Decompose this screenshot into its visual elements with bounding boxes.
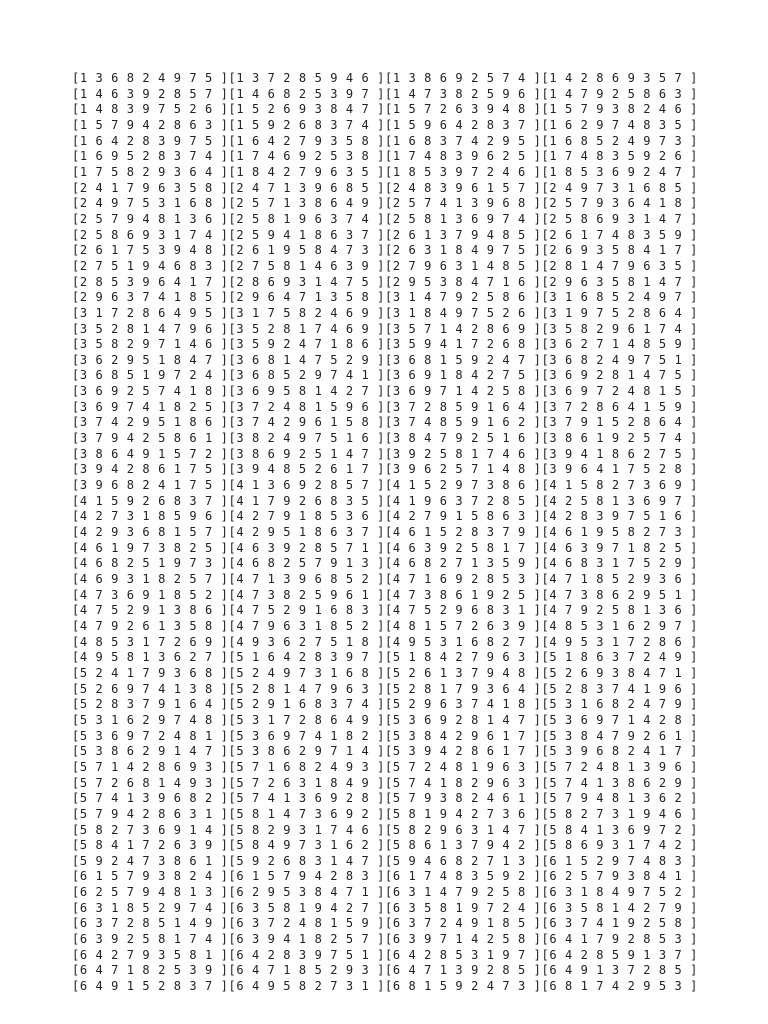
permutation-cell: [5 1 6 4 2 8 3 9 7 ] bbox=[228, 650, 385, 665]
permutation-cell: [5 2 4 1 7 9 3 6 8 ] bbox=[72, 665, 229, 680]
permutation-cell: [1 4 7 9 2 5 8 6 3 ] bbox=[541, 86, 698, 101]
permutation-cell: [5 1 8 4 2 7 9 6 3 ] bbox=[385, 650, 542, 665]
permutation-cell: [5 7 9 4 2 8 6 3 1 ] bbox=[72, 806, 229, 821]
permutation-cell: [5 7 1 4 2 8 6 9 3 ] bbox=[72, 759, 229, 774]
permutation-cell: [4 7 9 2 5 8 1 3 6 ] bbox=[541, 603, 698, 618]
permutation-cell: [2 4 9 7 3 1 6 8 5 ] bbox=[541, 180, 698, 195]
permutation-cell: [5 2 4 9 7 3 1 6 8 ] bbox=[228, 665, 385, 680]
permutation-cell: [1 3 6 8 2 4 9 7 5 ] bbox=[72, 71, 229, 85]
permutation-cell: [6 3 5 8 1 9 4 2 7 ] bbox=[228, 900, 385, 915]
permutation-cell: [6 4 1 7 9 2 8 5 3 ] bbox=[541, 932, 698, 947]
permutation-cell: [3 9 6 2 5 7 1 4 8 ] bbox=[385, 462, 542, 477]
permutation-cell: [1 4 2 8 6 9 3 5 7 ] bbox=[541, 71, 698, 85]
permutation-cell: [4 7 3 8 6 1 9 2 5 ] bbox=[385, 587, 542, 602]
permutation-cell: [2 6 1 9 5 8 4 7 3 ] bbox=[228, 243, 385, 258]
permutation-cell: [3 7 9 4 2 5 8 6 1 ] bbox=[72, 431, 229, 446]
permutation-cell: [4 7 9 6 3 1 8 5 2 ] bbox=[228, 618, 385, 633]
permutation-cell: [3 6 8 2 4 9 7 5 1 ] bbox=[541, 352, 698, 367]
permutation-cell: [3 6 9 7 4 1 8 2 5 ] bbox=[72, 399, 229, 414]
permutation-cell: [5 8 2 9 6 3 1 4 7 ] bbox=[385, 822, 542, 837]
permutation-cell: [5 2 8 1 4 7 9 6 3 ] bbox=[228, 681, 385, 696]
permutation-cell: [4 6 8 3 1 7 5 2 9 ] bbox=[541, 556, 698, 571]
permutation-cell: [5 2 8 3 7 4 1 9 6 ] bbox=[541, 681, 698, 696]
permutation-cell: [4 1 7 9 2 6 8 3 5 ] bbox=[228, 493, 385, 508]
permutation-cell: [4 6 8 2 5 7 9 1 3 ] bbox=[228, 556, 385, 571]
permutation-cell: [6 3 7 4 1 9 2 5 8 ] bbox=[541, 916, 698, 931]
permutation-cell: [3 1 8 4 9 7 5 2 6 ] bbox=[385, 305, 542, 320]
permutation-cell: [2 5 7 1 3 8 6 4 9 ] bbox=[228, 196, 385, 211]
permutation-cell: [1 5 7 2 6 3 9 4 8 ] bbox=[385, 102, 542, 117]
permutation-cell: [4 2 9 5 1 8 6 3 7 ] bbox=[228, 525, 385, 540]
permutation-cell: [6 2 9 5 3 8 4 7 1 ] bbox=[228, 885, 385, 900]
permutation-cell: [6 4 7 1 8 2 5 3 9 ] bbox=[72, 963, 229, 978]
permutation-cell: [2 7 5 8 1 4 6 3 9 ] bbox=[228, 258, 385, 273]
permutation-cell: [4 6 3 9 2 5 8 1 7 ] bbox=[385, 540, 542, 555]
permutation-cell: [4 7 5 2 9 1 3 8 6 ] bbox=[72, 603, 229, 618]
permutation-cell: [3 6 9 7 2 4 8 1 5 ] bbox=[541, 384, 698, 399]
permutation-cell: [1 6 4 2 8 3 9 7 5 ] bbox=[72, 133, 229, 148]
permutation-cell: [6 3 9 7 1 4 2 5 8 ] bbox=[385, 932, 542, 947]
permutation-cell: [1 5 2 6 9 3 8 4 7 ] bbox=[228, 102, 385, 117]
permutation-cell: [3 7 2 8 5 9 1 6 4 ] bbox=[385, 399, 542, 414]
permutation-cell: [2 4 8 3 9 6 1 5 7 ] bbox=[385, 180, 542, 195]
permutation-cell: [1 4 6 8 2 5 3 9 7 ] bbox=[228, 86, 385, 101]
permutation-cell: [3 6 8 5 1 9 7 2 4 ] bbox=[72, 368, 229, 383]
permutation-cell: [5 8 6 9 3 1 7 4 2 ] bbox=[541, 838, 698, 853]
permutation-cell: [3 6 9 5 8 1 4 2 7 ] bbox=[228, 384, 385, 399]
permutation-cell: [3 8 6 9 2 5 1 4 7 ] bbox=[228, 446, 385, 461]
permutation-cell: [3 9 6 4 1 7 5 2 8 ] bbox=[541, 462, 698, 477]
permutation-cell: [1 6 8 5 2 4 9 7 3 ] bbox=[541, 133, 698, 148]
permutation-cell: [5 3 8 6 2 9 7 1 4 ] bbox=[228, 744, 385, 759]
permutation-cell: [5 7 9 3 8 2 4 6 1 ] bbox=[385, 791, 542, 806]
permutation-cell: [2 7 5 1 9 4 6 8 3 ] bbox=[72, 258, 229, 273]
permutation-cell: [6 3 7 2 4 9 1 8 5 ] bbox=[385, 916, 542, 931]
permutation-cell: [3 8 4 7 9 2 5 1 6 ] bbox=[385, 431, 542, 446]
permutation-cell: [5 7 9 4 8 1 3 6 2 ] bbox=[541, 791, 698, 806]
permutation-cell: [4 1 3 6 9 2 8 5 7 ] bbox=[228, 478, 385, 493]
permutation-cell: [3 1 7 2 8 6 4 9 5 ] bbox=[72, 305, 229, 320]
permutation-cell: [1 7 4 8 3 5 9 2 6 ] bbox=[541, 149, 698, 164]
permutation-cell: [5 7 4 1 3 8 6 2 9 ] bbox=[541, 775, 698, 790]
permutation-cell: [1 5 9 2 6 8 3 7 4 ] bbox=[228, 117, 385, 132]
permutation-cell: [5 7 4 1 3 6 9 2 8 ] bbox=[228, 791, 385, 806]
permutation-cell: [4 8 5 3 1 7 2 6 9 ] bbox=[72, 634, 229, 649]
permutation-cell: [3 5 2 8 1 4 7 9 6 ] bbox=[72, 321, 229, 336]
permutation-cell: [3 9 2 5 8 1 7 4 6 ] bbox=[385, 446, 542, 461]
permutation-cell: [3 9 4 1 8 6 2 7 5 ] bbox=[541, 446, 698, 461]
permutation-cell: [6 1 7 4 8 3 5 9 2 ] bbox=[385, 869, 542, 884]
permutation-cell: [1 7 5 8 2 9 3 6 4 ] bbox=[72, 164, 229, 179]
permutation-cell: [1 8 4 2 7 9 6 3 5 ] bbox=[228, 164, 385, 179]
permutation-cell: [5 7 2 4 8 1 9 6 3 ] bbox=[385, 759, 542, 774]
permutation-cell: [5 8 4 9 7 3 1 6 2 ] bbox=[228, 838, 385, 853]
permutation-cell: [3 7 2 4 8 1 5 9 6 ] bbox=[228, 399, 385, 414]
permutation-cell: [1 5 7 9 3 8 2 4 6 ] bbox=[541, 102, 698, 117]
permutation-cell: [5 7 2 6 8 1 4 9 3 ] bbox=[72, 775, 229, 790]
permutation-cell: [6 4 9 1 3 7 2 8 5 ] bbox=[541, 963, 698, 978]
permutation-cell: [4 6 1 5 2 8 3 7 9 ] bbox=[385, 525, 542, 540]
permutation-cell: [5 7 4 1 8 2 9 6 3 ] bbox=[385, 775, 542, 790]
permutation-cell: [3 6 9 1 8 4 2 7 5 ] bbox=[385, 368, 542, 383]
permutation-cell: [5 8 2 9 3 1 7 4 6 ] bbox=[228, 822, 385, 837]
permutation-cell: [3 7 4 2 9 6 1 5 8 ] bbox=[228, 415, 385, 430]
permutation-cell: [6 3 7 2 8 5 1 4 9 ] bbox=[72, 916, 229, 931]
permutation-cell: [2 9 6 3 5 8 1 4 7 ] bbox=[541, 274, 698, 289]
permutation-cell: [1 6 8 3 7 4 2 9 5 ] bbox=[385, 133, 542, 148]
permutation-cell: [5 3 6 9 7 1 4 2 8 ] bbox=[541, 712, 698, 727]
permutation-cell: [4 7 1 8 5 2 9 3 6 ] bbox=[541, 572, 698, 586]
permutation-cell: [4 7 5 2 9 1 6 8 3 ] bbox=[228, 603, 385, 618]
permutation-cell: [2 4 7 1 3 9 6 8 5 ] bbox=[228, 180, 385, 195]
permutation-cell: [4 7 5 2 9 6 8 3 1 ] bbox=[385, 603, 542, 618]
permutation-cell: [5 8 2 7 3 6 9 1 4 ] bbox=[72, 822, 229, 837]
permutation-cell: [1 7 4 8 3 9 6 2 5 ] bbox=[385, 149, 542, 164]
permutation-cell: [1 5 9 6 4 2 8 3 7 ] bbox=[385, 117, 542, 132]
permutation-cell: [2 6 1 7 5 3 9 4 8 ] bbox=[72, 243, 229, 258]
permutation-cell: [5 7 1 6 8 2 4 9 3 ] bbox=[228, 759, 385, 774]
permutation-cell: [6 4 2 8 5 9 1 3 7 ] bbox=[541, 947, 698, 962]
permutation-cell: [2 9 6 4 7 1 3 5 8 ] bbox=[228, 290, 385, 305]
permutation-cell: [3 6 8 1 4 7 5 2 9 ] bbox=[228, 352, 385, 367]
permutation-cell: [1 8 5 3 6 9 2 4 7 ] bbox=[541, 164, 698, 179]
permutation-cell: [2 7 9 6 3 1 4 8 5 ] bbox=[385, 258, 542, 273]
permutation-cell: [5 8 4 1 3 6 9 7 2 ] bbox=[541, 822, 698, 837]
permutation-cell: [6 3 7 2 4 8 1 5 9 ] bbox=[228, 916, 385, 931]
permutation-cell: [1 8 5 3 9 7 2 4 6 ] bbox=[385, 164, 542, 179]
permutation-cell: [3 5 2 8 1 7 4 6 9 ] bbox=[228, 321, 385, 336]
permutation-cell: [3 5 7 1 4 2 8 6 9 ] bbox=[385, 321, 542, 336]
permutation-cell: [3 5 9 4 1 7 2 6 8 ] bbox=[385, 337, 542, 352]
permutation-cell: [6 3 1 8 4 9 7 5 2 ] bbox=[541, 885, 698, 900]
permutation-cell: [2 5 9 4 1 8 6 3 7 ] bbox=[228, 227, 385, 242]
permutation-cell: [5 8 1 4 7 3 6 9 2 ] bbox=[228, 806, 385, 821]
permutation-cell: [5 8 2 7 3 1 9 4 6 ] bbox=[541, 806, 698, 821]
permutation-cell: [3 6 8 5 2 9 7 4 1 ] bbox=[228, 368, 385, 383]
permutation-sheet bbox=[72, 71, 702, 995]
permutation-cell: [4 7 1 6 9 2 8 5 3 ] bbox=[385, 572, 542, 586]
permutation-cell: [4 1 5 8 2 7 3 6 9 ] bbox=[541, 478, 698, 493]
permutation-cell: [5 3 6 9 2 8 1 4 7 ] bbox=[385, 712, 542, 727]
permutation-cell: [5 2 8 1 7 9 3 6 4 ] bbox=[385, 681, 542, 696]
permutation-cell: [5 2 9 1 6 8 3 7 4 ] bbox=[228, 697, 385, 712]
permutation-cell: [5 3 9 4 2 8 6 1 7 ] bbox=[385, 744, 542, 759]
permutation-cell: [4 6 8 2 5 1 9 7 3 ] bbox=[72, 556, 229, 571]
permutation-cell: [5 3 8 6 2 9 1 4 7 ] bbox=[72, 744, 229, 759]
permutation-cell: [5 2 8 3 7 9 1 6 4 ] bbox=[72, 697, 229, 712]
permutation-cell: [3 7 2 8 6 4 1 5 9 ] bbox=[541, 399, 698, 414]
permutation-cell: [2 4 9 7 5 3 1 6 8 ] bbox=[72, 196, 229, 211]
permutation-cell: [2 5 7 9 3 6 4 1 8 ] bbox=[541, 196, 698, 211]
permutation-cell: [6 3 5 8 1 4 2 7 9 ] bbox=[541, 900, 698, 915]
permutation-cell: [3 8 6 4 9 1 5 7 2 ] bbox=[72, 446, 229, 461]
permutation-cell: [4 9 5 3 1 6 8 2 7 ] bbox=[385, 634, 542, 649]
permutation-cell: [6 4 2 7 9 3 5 8 1 ] bbox=[72, 947, 229, 962]
permutation-cell: [1 4 7 3 8 2 5 9 6 ] bbox=[385, 86, 542, 101]
permutation-cell: [5 2 6 9 7 4 1 3 8 ] bbox=[72, 681, 229, 696]
permutation-cell: [4 6 1 9 7 3 8 2 5 ] bbox=[72, 540, 229, 555]
permutation-cell: [6 1 5 7 9 3 8 2 4 ] bbox=[72, 869, 229, 884]
permutation-cell: [5 8 1 9 4 2 7 3 6 ] bbox=[385, 806, 542, 821]
permutation-cell: [4 2 7 9 1 5 8 6 3 ] bbox=[385, 509, 542, 524]
permutation-cell: [3 9 4 8 5 2 6 1 7 ] bbox=[228, 462, 385, 477]
permutation-cell: [5 9 2 4 7 3 8 6 1 ] bbox=[72, 853, 229, 868]
permutation-cell: [2 5 7 4 1 3 9 6 8 ] bbox=[385, 196, 542, 211]
permutation-cell: [1 5 7 9 4 2 8 6 3 ] bbox=[72, 117, 229, 132]
permutation-cell: [5 7 2 4 8 1 3 9 6 ] bbox=[541, 759, 698, 774]
permutation-cell: [1 6 9 5 2 8 3 7 4 ] bbox=[72, 149, 229, 164]
permutation-cell: [2 6 1 7 4 8 3 5 9 ] bbox=[541, 227, 698, 242]
permutation-cell: [6 1 5 2 9 7 4 8 3 ] bbox=[541, 853, 698, 868]
permutation-cell: [3 5 8 2 9 7 1 4 6 ] bbox=[72, 337, 229, 352]
permutation-cell: [4 7 3 6 9 1 8 5 2 ] bbox=[72, 587, 229, 602]
permutation-cell: [2 4 1 7 9 6 3 5 8 ] bbox=[72, 180, 229, 195]
permutation-cell: [2 5 7 9 4 8 1 3 6 ] bbox=[72, 211, 229, 226]
permutation-cell: [2 9 6 3 7 4 1 8 5 ] bbox=[72, 290, 229, 305]
permutation-cell: [3 6 9 7 1 4 2 5 8 ] bbox=[385, 384, 542, 399]
permutation-cell: [4 7 3 8 2 5 9 6 1 ] bbox=[228, 587, 385, 602]
permutation-cell: [2 6 3 1 8 4 9 7 5 ] bbox=[385, 243, 542, 258]
permutation-cell: [3 6 9 2 8 1 4 7 5 ] bbox=[541, 368, 698, 383]
permutation-cell: [3 8 6 1 9 2 5 7 4 ] bbox=[541, 431, 698, 446]
permutation-cell: [6 2 5 7 9 4 8 1 3 ] bbox=[72, 885, 229, 900]
permutation-cell: [5 9 4 6 8 2 7 1 3 ] bbox=[385, 853, 542, 868]
permutation-grid bbox=[72, 71, 698, 995]
permutation-cell: [3 9 6 8 2 4 1 7 5 ] bbox=[72, 478, 229, 493]
permutation-cell: [5 9 2 6 8 3 1 4 7 ] bbox=[228, 853, 385, 868]
permutation-cell: [6 8 1 5 9 2 4 7 3 ] bbox=[385, 979, 542, 994]
permutation-cell: [4 6 8 2 7 1 3 5 9 ] bbox=[385, 556, 542, 571]
permutation-cell: [3 5 8 2 9 6 1 7 4 ] bbox=[541, 321, 698, 336]
permutation-cell: [5 7 4 1 3 9 6 8 2 ] bbox=[72, 791, 229, 806]
permutation-cell: [3 6 2 9 5 1 8 4 7 ] bbox=[72, 352, 229, 367]
permutation-cell: [4 8 5 3 1 6 2 9 7 ] bbox=[541, 618, 698, 633]
permutation-cell: [4 9 5 8 1 3 6 2 7 ] bbox=[72, 650, 229, 665]
permutation-cell: [6 2 5 7 9 3 8 4 1 ] bbox=[541, 869, 698, 884]
permutation-cell: [3 8 2 4 9 7 5 1 6 ] bbox=[228, 431, 385, 446]
permutation-cell: [5 2 6 1 3 7 9 4 8 ] bbox=[385, 665, 542, 680]
permutation-cell: [5 3 9 6 8 2 4 1 7 ] bbox=[541, 744, 698, 759]
permutation-cell: [5 3 6 9 7 4 1 8 2 ] bbox=[228, 728, 385, 743]
permutation-cell: [5 2 6 9 3 8 4 7 1 ] bbox=[541, 665, 698, 680]
permutation-cell: [6 3 9 2 5 8 1 7 4 ] bbox=[72, 932, 229, 947]
permutation-cell: [5 3 1 6 2 9 7 4 8 ] bbox=[72, 712, 229, 727]
permutation-cell: [4 9 3 6 2 7 5 1 8 ] bbox=[228, 634, 385, 649]
permutation-cell: [4 6 9 3 1 8 2 5 7 ] bbox=[72, 572, 229, 586]
permutation-cell: [2 9 5 3 8 4 7 1 6 ] bbox=[385, 274, 542, 289]
permutation-cell: [6 4 9 5 8 2 7 3 1 ] bbox=[228, 979, 385, 994]
permutation-cell: [1 7 4 6 9 2 5 3 8 ] bbox=[228, 149, 385, 164]
permutation-cell: [1 6 2 9 7 4 8 3 5 ] bbox=[541, 117, 698, 132]
permutation-cell: [6 4 9 1 5 2 8 3 7 ] bbox=[72, 979, 229, 994]
permutation-cell: [2 5 8 1 9 6 3 7 4 ] bbox=[228, 211, 385, 226]
permutation-cell: [4 2 7 3 1 8 5 9 6 ] bbox=[72, 509, 229, 524]
permutation-cell: [1 4 8 3 9 7 5 2 6 ] bbox=[72, 102, 229, 117]
permutation-cell: [5 8 6 1 3 7 9 4 2 ] bbox=[385, 838, 542, 853]
permutation-cell: [1 3 8 6 9 2 5 7 4 ] bbox=[385, 71, 542, 85]
permutation-cell: [5 7 2 6 3 1 8 4 9 ] bbox=[228, 775, 385, 790]
permutation-cell: [2 6 1 3 7 9 4 8 5 ] bbox=[385, 227, 542, 242]
permutation-cell: [6 3 9 4 1 8 2 5 7 ] bbox=[228, 932, 385, 947]
permutation-cell: [1 3 7 2 8 5 9 4 6 ] bbox=[228, 71, 385, 85]
permutation-cell: [4 1 9 6 3 7 2 8 5 ] bbox=[385, 493, 542, 508]
permutation-cell: [3 1 4 7 9 2 5 8 6 ] bbox=[385, 290, 542, 305]
permutation-cell: [5 3 8 4 2 9 6 1 7 ] bbox=[385, 728, 542, 743]
permutation-cell: [4 1 5 2 9 7 3 8 6 ] bbox=[385, 478, 542, 493]
permutation-cell: [3 9 4 2 8 6 1 7 5 ] bbox=[72, 462, 229, 477]
permutation-cell: [4 2 8 3 9 7 5 1 6 ] bbox=[541, 509, 698, 524]
permutation-cell: [4 6 3 9 7 1 8 2 5 ] bbox=[541, 540, 698, 555]
permutation-cell: [5 3 6 9 7 2 4 8 1 ] bbox=[72, 728, 229, 743]
permutation-cell: [4 7 9 2 6 1 3 5 8 ] bbox=[72, 618, 229, 633]
permutation-cell: [2 8 6 9 3 1 4 7 5 ] bbox=[228, 274, 385, 289]
permutation-cell: [2 5 8 1 3 6 9 7 4 ] bbox=[385, 211, 542, 226]
permutation-cell: [6 4 7 1 3 9 2 8 5 ] bbox=[385, 963, 542, 978]
permutation-cell: [6 4 2 8 3 9 7 5 1 ] bbox=[228, 947, 385, 962]
permutation-cell: [3 7 4 2 9 5 1 8 6 ] bbox=[72, 415, 229, 430]
permutation-cell: [4 7 3 8 6 2 9 5 1 ] bbox=[541, 587, 698, 602]
permutation-cell: [4 8 1 5 7 2 6 3 9 ] bbox=[385, 618, 542, 633]
permutation-cell: [3 6 9 2 5 7 4 1 8 ] bbox=[72, 384, 229, 399]
permutation-cell: [3 1 6 8 5 2 4 9 7 ] bbox=[541, 290, 698, 305]
permutation-cell: [3 7 9 1 5 2 8 6 4 ] bbox=[541, 415, 698, 430]
permutation-cell: [6 3 1 4 7 9 2 5 8 ] bbox=[385, 885, 542, 900]
permutation-cell: [5 3 8 4 7 9 2 6 1 ] bbox=[541, 728, 698, 743]
permutation-cell: [6 3 1 8 5 2 9 7 4 ] bbox=[72, 900, 229, 915]
permutation-cell: [2 5 8 6 9 3 1 7 4 ] bbox=[72, 227, 229, 242]
permutation-cell: [4 6 1 9 5 8 2 7 3 ] bbox=[541, 525, 698, 540]
permutation-cell: [4 2 5 8 1 3 6 9 7 ] bbox=[541, 493, 698, 508]
permutation-cell: [4 2 9 3 6 8 1 5 7 ] bbox=[72, 525, 229, 540]
permutation-cell: [2 6 9 3 5 8 4 1 7 ] bbox=[541, 243, 698, 258]
permutation-cell: [5 8 4 1 7 2 6 3 9 ] bbox=[72, 838, 229, 853]
permutation-cell: [5 3 1 7 2 8 6 4 9 ] bbox=[228, 712, 385, 727]
permutation-cell: [6 4 7 1 8 5 2 9 3 ] bbox=[228, 963, 385, 978]
permutation-cell: [4 7 1 3 9 6 8 5 2 ] bbox=[228, 572, 385, 586]
permutation-cell: [6 1 5 7 9 4 2 8 3 ] bbox=[228, 869, 385, 884]
permutation-cell: [1 4 6 3 9 2 8 5 7 ] bbox=[72, 86, 229, 101]
permutation-cell: [1 6 4 2 7 9 3 5 8 ] bbox=[228, 133, 385, 148]
permutation-cell: [4 2 7 9 1 8 5 3 6 ] bbox=[228, 509, 385, 524]
permutation-cell: [2 8 1 4 7 9 6 3 5 ] bbox=[541, 258, 698, 273]
permutation-cell: [3 7 4 8 5 9 1 6 2 ] bbox=[385, 415, 542, 430]
permutation-cell: [5 3 1 6 8 2 4 7 9 ] bbox=[541, 697, 698, 712]
permutation-cell: [4 9 5 3 1 7 2 8 6 ] bbox=[541, 634, 698, 649]
permutation-cell: [3 6 8 1 5 9 2 4 7 ] bbox=[385, 352, 542, 367]
permutation-cell: [3 6 2 7 1 4 8 5 9 ] bbox=[541, 337, 698, 352]
permutation-cell: [4 1 5 9 2 6 8 3 7 ] bbox=[72, 493, 229, 508]
permutation-cell: [6 4 2 8 5 3 1 9 7 ] bbox=[385, 947, 542, 962]
permutation-cell: [2 8 5 3 9 6 4 1 7 ] bbox=[72, 274, 229, 289]
permutation-cell: [6 8 1 7 4 2 9 5 3 ] bbox=[541, 979, 698, 994]
permutation-cell: [6 3 5 8 1 9 7 2 4 ] bbox=[385, 900, 542, 915]
permutation-cell: [3 5 9 2 4 7 1 8 6 ] bbox=[228, 337, 385, 352]
permutation-cell: [3 1 9 7 5 2 8 6 4 ] bbox=[541, 305, 698, 320]
permutation-cell: [5 2 9 6 3 7 4 1 8 ] bbox=[385, 697, 542, 712]
permutation-cell: [3 1 7 5 8 2 4 6 9 ] bbox=[228, 305, 385, 320]
permutation-cell: [5 1 8 6 3 7 2 4 9 ] bbox=[541, 650, 698, 665]
permutation-cell: [2 5 8 6 9 3 1 4 7 ] bbox=[541, 211, 698, 226]
permutation-cell: [4 6 3 9 2 8 5 7 1 ] bbox=[228, 540, 385, 555]
